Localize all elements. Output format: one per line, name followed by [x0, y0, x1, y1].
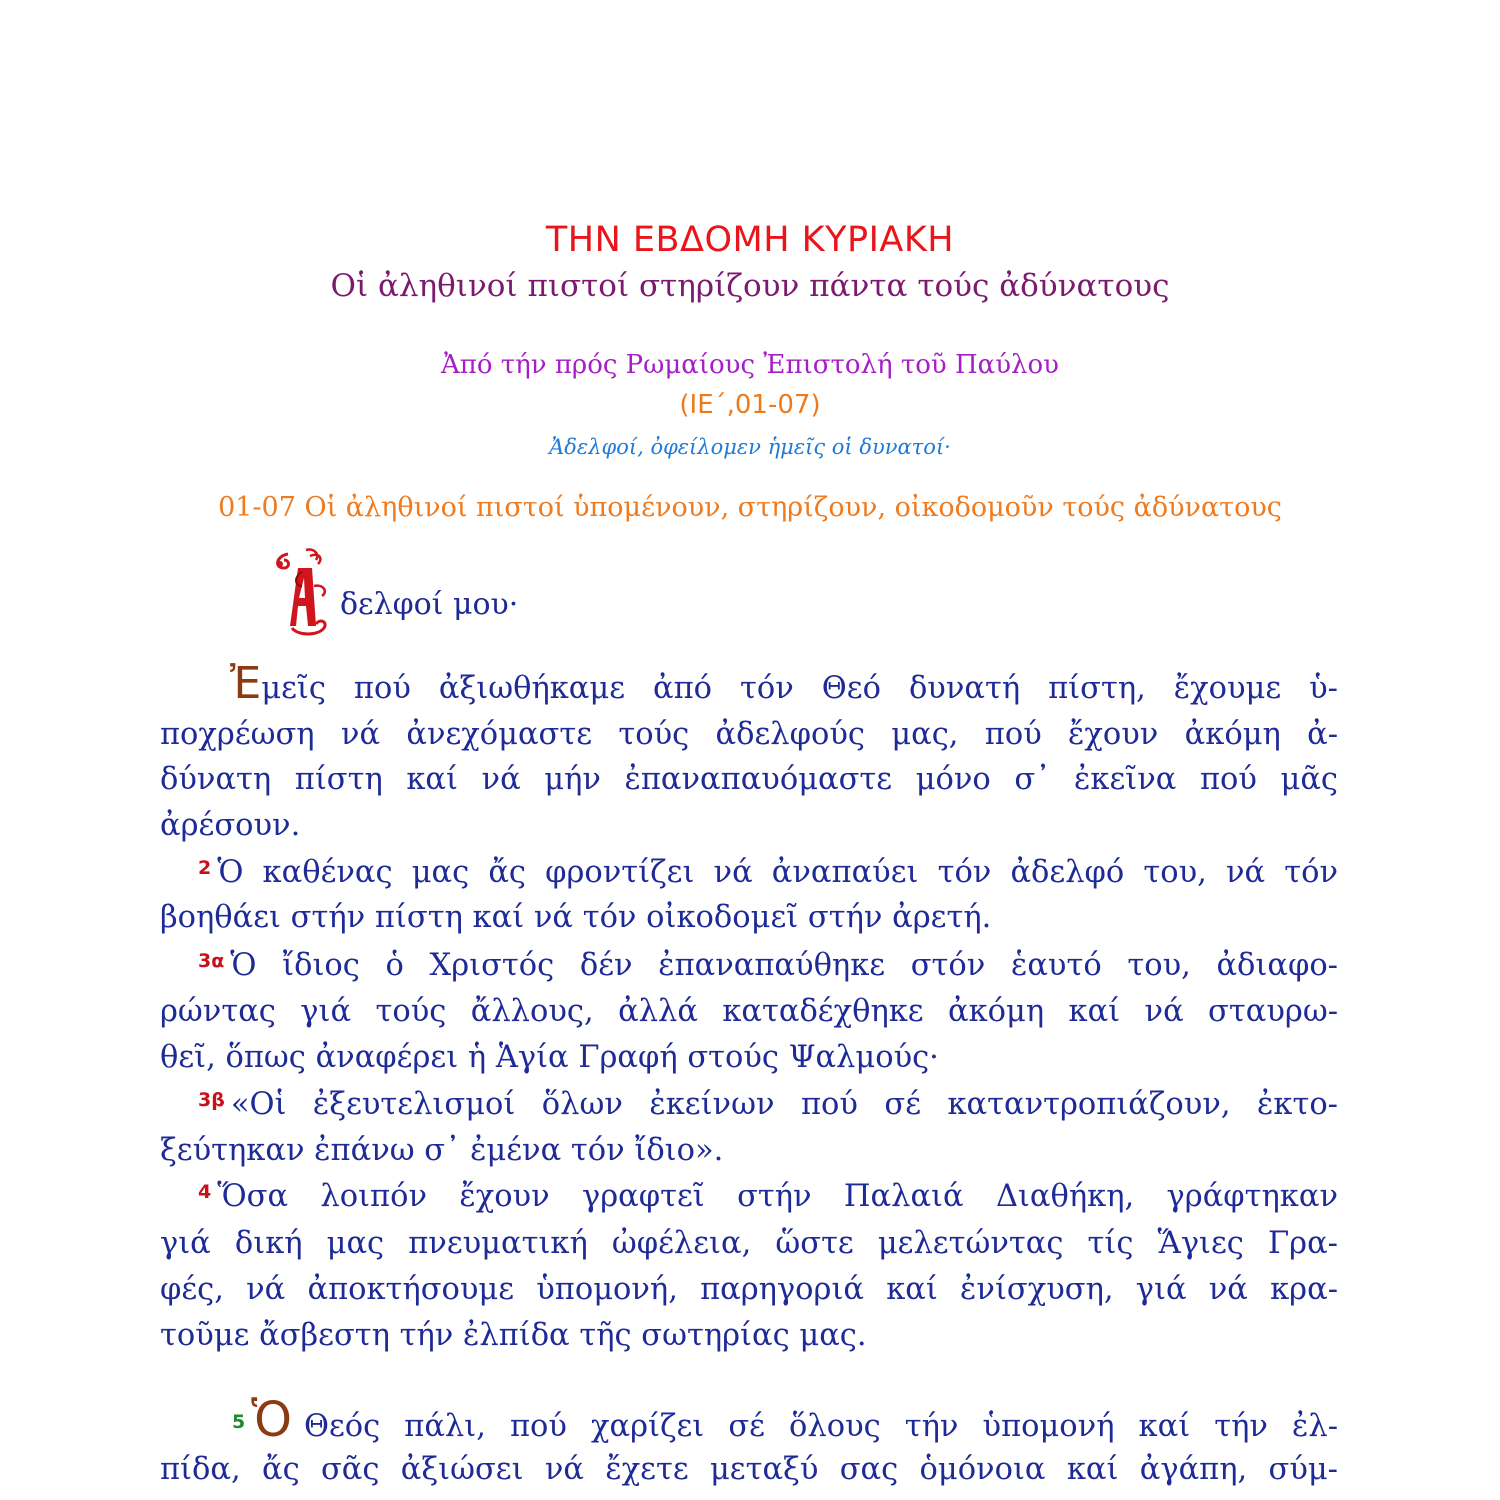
verse-3b-line-1 [160, 1083, 1338, 1127]
greeting: δελφοί μου· [340, 587, 519, 622]
verse-text: Ὁ καθένας μας ἄς φροντίζει νά ἀναπαύει τόν ἀδελφό του, νά τόν [217, 855, 1338, 890]
verse-5-line-1 [160, 1392, 1338, 1448]
verse-number: 2 [198, 857, 212, 879]
verse-3a-line-3: θεῖ, ὅπως ἀναφέρει ἡ Ἁγία Γραφή στούς Ψαλμούς· [160, 1040, 939, 1075]
reading-source: Ἀπό τήν πρός Ρωμαίους Ἐπιστολή τοῦ Παύλου [441, 350, 1059, 380]
verse-2-line-2: βοηθάει στήν πίστη καί νά τόν οἰκοδομεῖ στήν ἀρετή. [160, 900, 992, 935]
verse-2-line-1 [160, 851, 1338, 895]
page-title: ΤΗΝ ΕΒΔΟΜΗ ΚΥΡΙΑΚΗ [545, 220, 955, 260]
verse-text: Ὁ ἴδιος ὁ Χριστός δέν ἐπαναπαύθηκε στόν ἑαυτό του, ἀδιαφο- [230, 948, 1338, 983]
verse-5-line-2: πίδα, ἄς σᾶς ἀξιώσει νά ἔχετε μεταξύ σας ὁμόνοια καί ἀγάπη, σύμ- [160, 1452, 1338, 1487]
ornamental-initial-alpha-icon [268, 546, 336, 636]
verse-3a-line-1 [160, 944, 1338, 988]
verse-3b-line-2: ξεύτηκαν ἐπάνω σ᾽ ἐμένα τόν ἴδιο». [160, 1133, 724, 1168]
verse-number: 5 [232, 1411, 246, 1433]
verse-text: «Οἱ ἐξευτελισμοί ὅλων ἐκείνων πού σέ καταντροπιάζουν, ἐκτο- [230, 1087, 1338, 1122]
verse-3a-line-2: ρώντας γιά τούς ἄλλους, ἀλλά καταδέχθηκε ἀκόμη καί νά σταυρω- [160, 994, 1338, 1029]
page-subtitle: Οἱ ἀληθινοί πιστοί στηρίζουν πάντα τούς ἀδύνατους [330, 268, 1170, 304]
verse-5-initial: Ὁ [251, 1392, 292, 1448]
verse-1-line-1 [160, 658, 1338, 709]
verse-4-line-1 [160, 1175, 1338, 1219]
verse-number: 4 [198, 1181, 212, 1203]
verse-number: 3α [198, 950, 225, 972]
reading-incipit: Ἀδελφοί, ὀφείλομεν ἡμεῖς οἱ δυνατοί· [549, 435, 951, 459]
reading-summary: 01-07 Οἱ ἀληθινοί πιστοί ὑπομένουν, στηρίζουν, οἰκοδομοῦν τούς ἀδύνατους [218, 492, 1282, 523]
verse-4-line-3: φές, νά ἀποκτήσουμε ὑπομονή, παρηγοριά καί ἐνίσχυση, γιά νά κρα- [160, 1272, 1338, 1307]
verse-4-line-4: τοῦμε ἄσβεστη τήν ἐλπίδα τῆς σωτηρίας μας. [160, 1318, 867, 1353]
verse-1-line-2: ποχρέωση νά ἀνεχόμαστε τούς ἀδελφούς μας, πού ἔχουν ἀκόμη ἀ- [160, 717, 1338, 752]
verse-1-line-4: ἀρέσουν. [160, 808, 301, 843]
verse-1-line-3: δύνατη πίστη καί νά μήν ἐπαναπαυόμαστε μόνο σ᾽ ἐκεῖνα πού μᾶς [160, 762, 1338, 797]
verse-number: 3β [198, 1089, 225, 1111]
reading-reference: (ΙΕ΄,01-07) [679, 390, 821, 420]
verse-text: Θεός πάλι, πού χαρίζει σέ ὅλους τήν ὑπομονή καί τήν ἐλ- [303, 1409, 1338, 1444]
verse-text: μεῖς πού ἀξιωθήκαμε ἀπό τόν Θεό δυνατή πίστη, ἔχουμε ὑ- [261, 671, 1338, 706]
verse-4-line-2: γιά δική μας πνευματική ὠφέλεια, ὥστε μελετώντας τίς Ἅγιες Γρα- [160, 1226, 1338, 1261]
verse-1-initial: Ἐ [230, 658, 262, 709]
verse-text: Ὅσα λοιπόν ἔχουν γραφτεῖ στήν Παλαιά Διαθήκη, γράφτηκαν [217, 1179, 1338, 1214]
